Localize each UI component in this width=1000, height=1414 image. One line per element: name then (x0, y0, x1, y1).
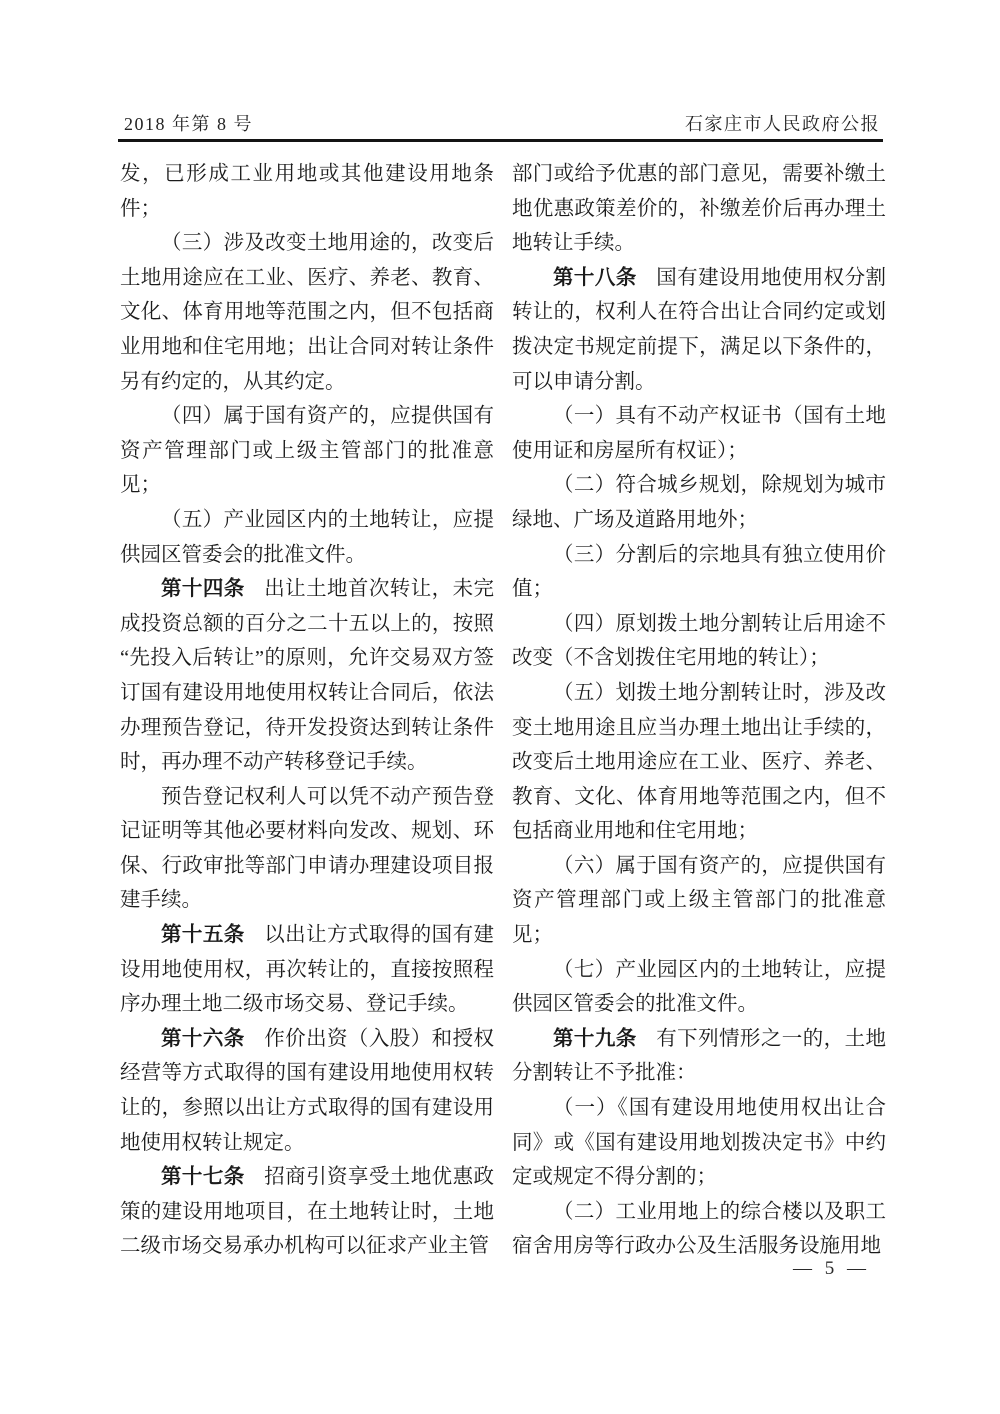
issue-number: 2018 年第 8 号 (124, 114, 253, 134)
page-footer (0, 1258, 870, 1280)
paragraph: （三）分割后的宗地具有独立使用价值； (512, 543, 886, 601)
paragraph: （六）属于国有资产的，应提供国有资产管理部门或上级主管部门的批准意见； (512, 854, 886, 947)
paragraph: （二）符合城乡规划，除规划为城市绿地、广场及道路用地外； (512, 474, 886, 531)
paragraph: 预告登记权利人可以凭不动产预告登记证明等其他必要材料向发改、规划、环保、行政审批等部门申请办理建设项目报建手续。 (120, 785, 494, 912)
publication-title: 石家庄市人民政府公报 (685, 114, 880, 134)
article-paragraph: 第十九条 有下列情形之一的，土地分割转让不予批准： (512, 1026, 887, 1085)
paragraph: （四）原划拨土地分割转让后用途不改变（不含划拨住宅用地的转让）； (512, 612, 886, 670)
paragraph: （二）工业用地上的综合楼以及职工宿舍用房等行政办公及生活服务设施用地 (512, 1200, 886, 1258)
article-paragraph: 第十五条 以出让方式取得的国有建设用地使用权，再次转让的，直接按照程序办理土地二级市场交易、登记手续。 (120, 923, 495, 1016)
page-number: — 5 — (793, 1258, 870, 1279)
article-number-label: 第十七条 (161, 1165, 245, 1189)
right-text-column (512, 157, 886, 1264)
article-number-label: 第十九条 (553, 1026, 637, 1050)
article-body (120, 157, 886, 1264)
paragraph: （四）属于国有资产的，应提供国有资产管理部门或上级主管部门的批准意见； (120, 405, 494, 497)
article-paragraph: 第十四条 出让土地首次转让，未完成投资总额的百分之二十五以上的，按照“先投入后转让”的原则，允许交易双方签订国有建设用地使用权转让合同后，依法办理预告登记，待开发投资达到转让条件时，再办理不动产转移登记手续。 (120, 577, 495, 774)
article-number-label: 第十六条 (161, 1026, 245, 1050)
header-rule (118, 139, 883, 142)
article-number-label: 第十八条 (553, 265, 637, 289)
paragraph: 部门或给予优惠的部门意见，需要补缴土地优惠政策差价的，补缴差价后再办理土地转让手续。 (512, 163, 886, 255)
article-number-label: 第十五条 (161, 923, 245, 947)
paragraph: （五）划拨土地分割转让时，涉及改变土地用途且应当办理土地出让手续的，改变后土地用途应在工业、医疗、养老、教育、文化、体育用地等范围之内，但不包括商业用地和住宅用地； (512, 681, 886, 843)
paragraph: （七）产业园区内的土地转让，应提供园区管委会的批准文件。 (512, 958, 886, 1016)
paragraph: （一）《国有建设用地使用权出让合同》或《国有建设用地划拨决定书》中约定或规定不得分割的； (512, 1097, 886, 1189)
paragraph: 发，已形成工业用地或其他建设用地条件； (120, 163, 494, 220)
page-header (124, 110, 880, 136)
article-paragraph: 第十七条 招商引资享受土地优惠政策的建设用地项目，在土地转让时，土地二级市场交易承办机构可以征求产业主管 (120, 1165, 495, 1258)
paragraph: （五）产业园区内的土地转让，应提供园区管委会的批准文件。 (120, 508, 494, 566)
article-paragraph: 第十八条 国有建设用地使用权分割转让的，权利人在符合出让合同约定或划拨决定书规定前提下，满足以下条件的，可以申请分割。 (512, 265, 887, 393)
article-paragraph: 第十六条 作价出资（入股）和授权经营等方式取得的国有建设用地使用权转让的，参照以出让方式取得的国有建设用地使用权转让规定。 (120, 1026, 495, 1154)
paragraph: （三）涉及改变土地用途的，改变后土地用途应在工业、医疗、养老、教育、文化、体育用地等范围之内，但不包括商业用地和住宅用地；出让合同对转让条件另有约定的，从其约定。 (120, 232, 494, 393)
left-text-column (120, 157, 494, 1264)
article-number-label: 第十四条 (161, 577, 245, 601)
paragraph: （一）具有不动产权证书（国有土地使用证和房屋所有权证）； (512, 405, 886, 462)
